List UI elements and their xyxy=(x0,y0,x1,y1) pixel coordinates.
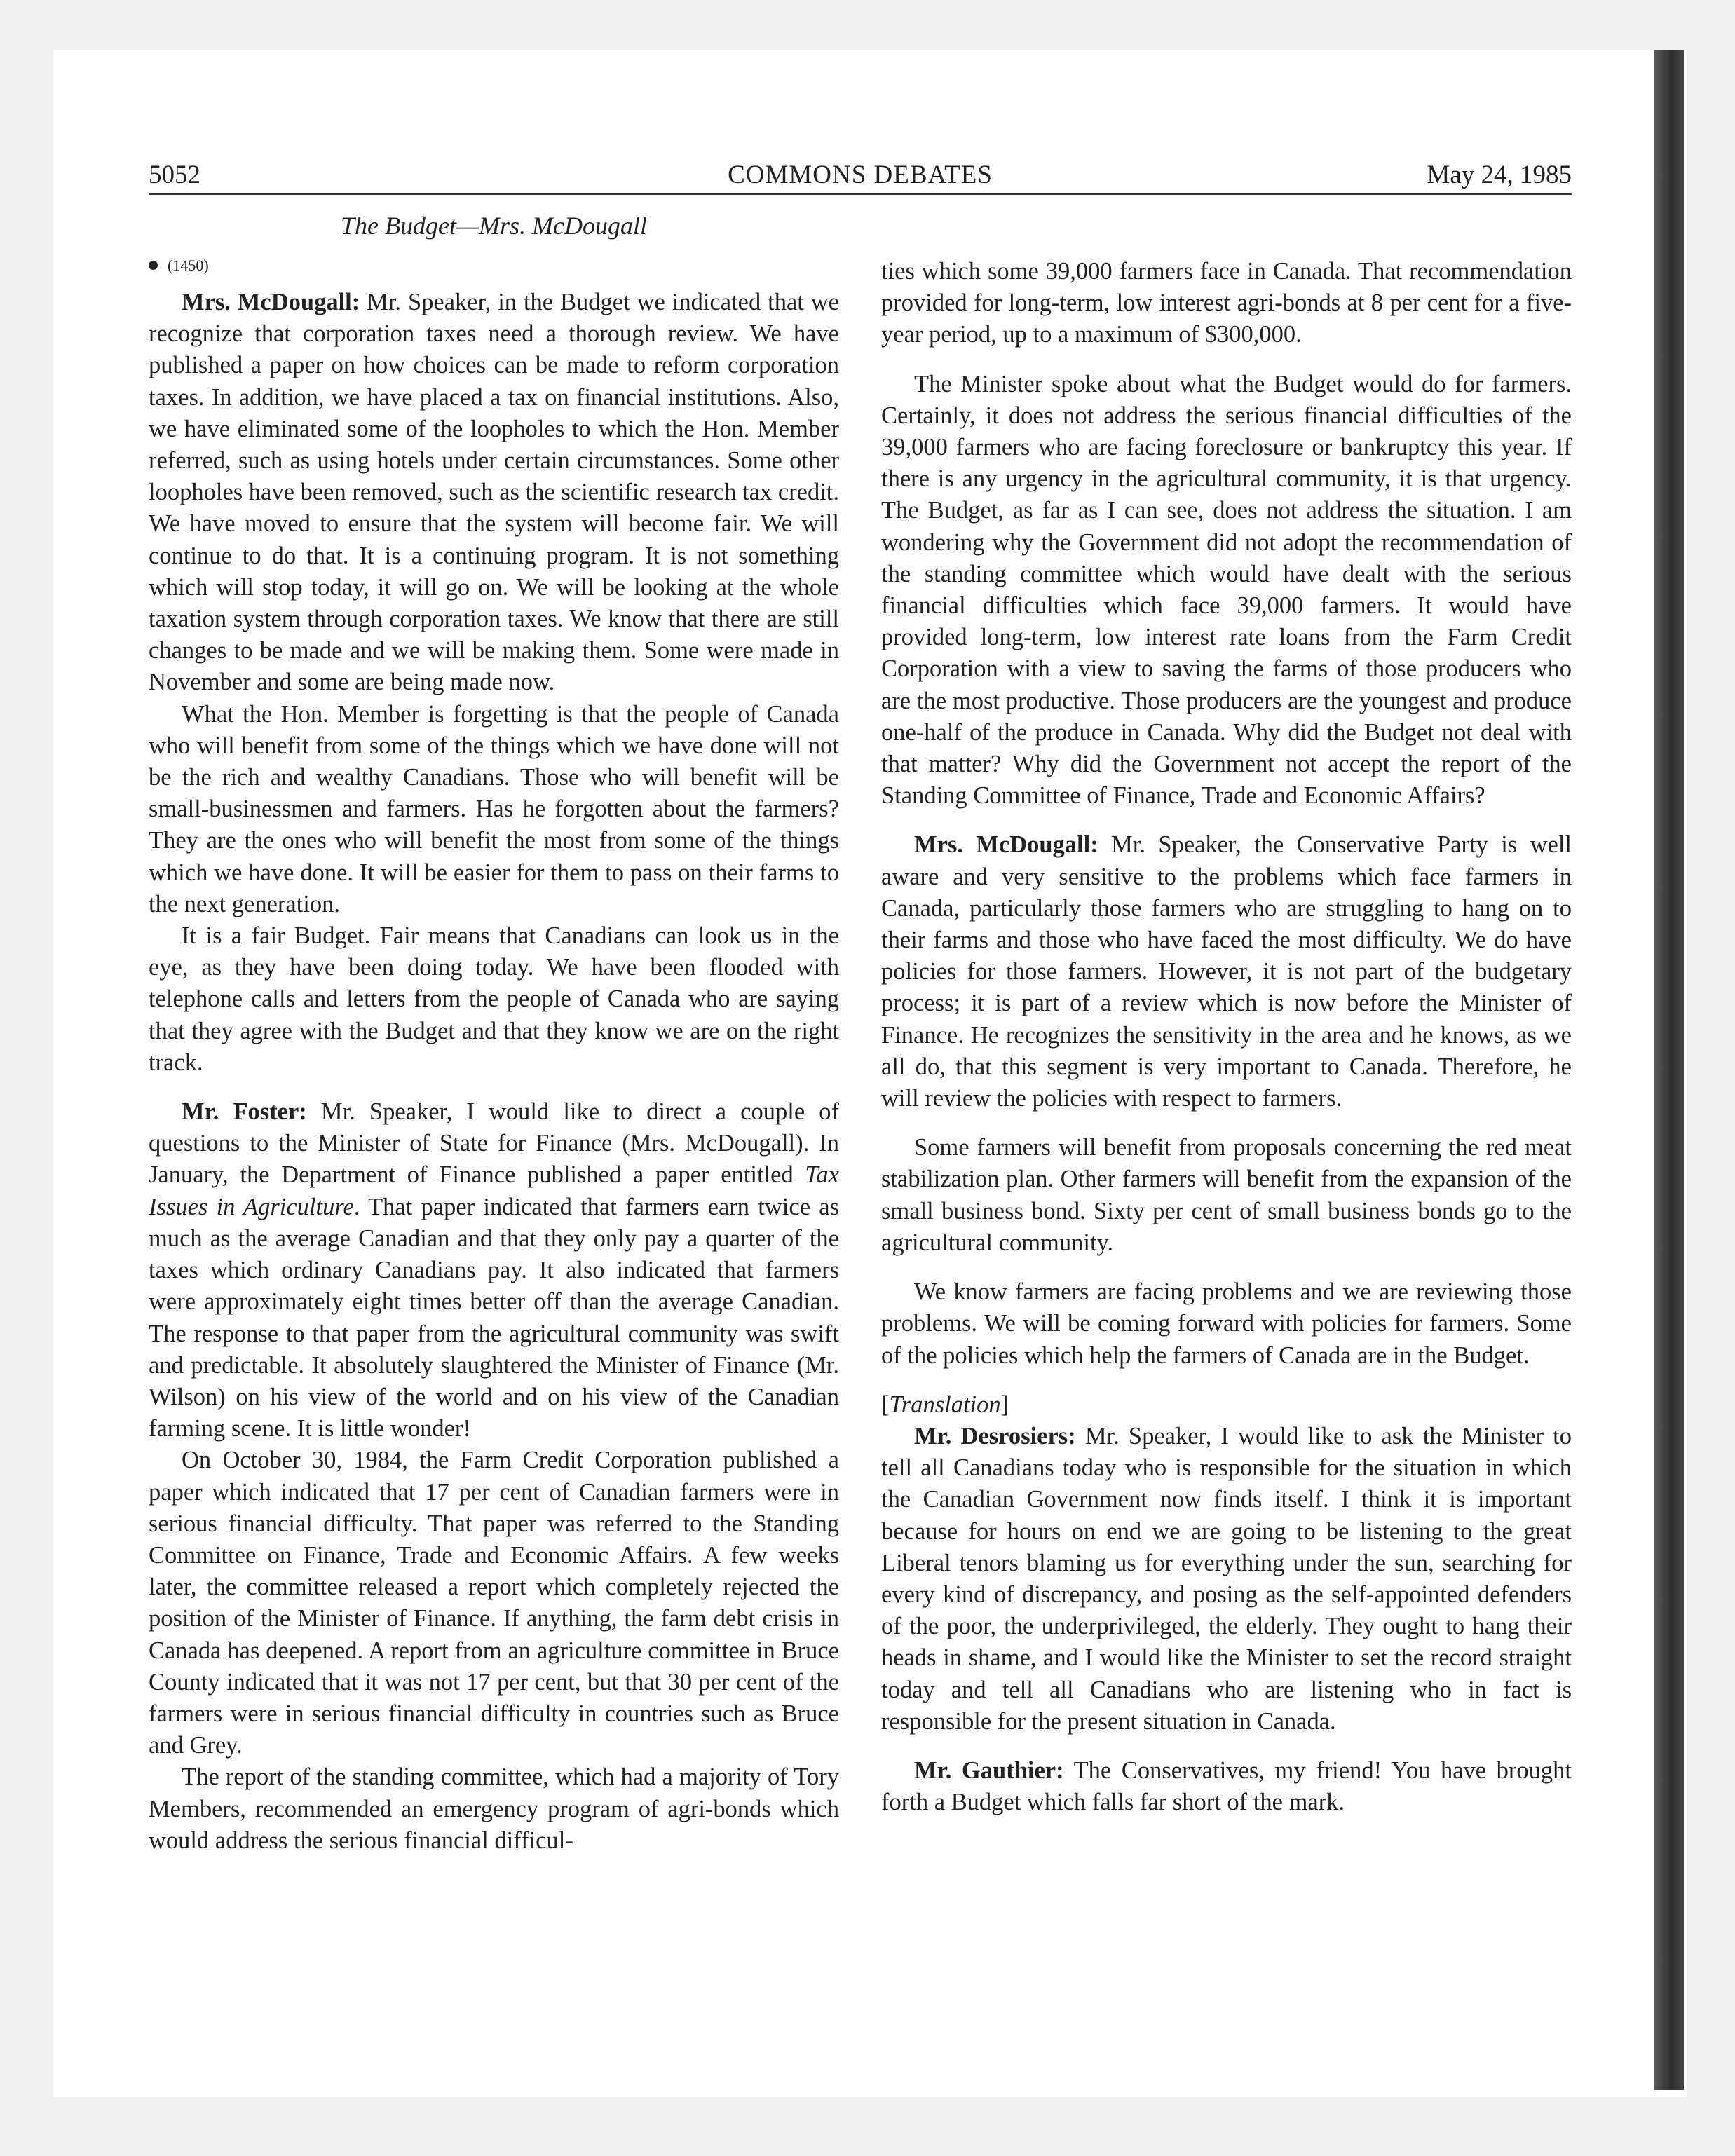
paragraph-text: Mr. Speaker, in the Budget we indicated that we recognize that corporation taxes need a thorough review. We have published a paper on how choices can be made to reform corporation taxes. In addition, we have placed a tax on financial institutions. Also, we have eliminated some of the loopholes to which the Hon. Member referred, such as using hotels under certain circumstances. Some other loopholes have been removed, such as the scientific research tax credit. We have moved to ensure that the system will become fair. We will continue to do that. It is a continuing program. It is not something which will stop today, it will go on. We will be looking at the whole taxation system through corporation taxes. We know that there are still changes to be made and we will be making them. Some were made in November and some are being made now. xyxy=(149,289,839,696)
paragraph: We know farmers are facing problems and we are reviewing those problems. We will be coming forward with policies for farmers. Some of the policies which help the farmers of Canada are in the Budget. xyxy=(881,1278,1572,1369)
page-number: 5052 xyxy=(149,161,200,189)
paragraph: What the Hon. Member is forgetting is that the people of Canada who will benefit from some of the things which we have done will not be the rich and wealthy Canadians. Those who will benefit will be small-businessmen and farmers. Has he forgotten about the farmers? They are the ones who will benefit the most from some of the things which we have done. It will be easier for them to pass on their farms to the next generation. xyxy=(149,700,839,917)
paragraph: ties which some 39,000 farmers face in Canada. That recommendation provided for long-term, low interest agri-bonds at 8 per cent for a five-year period, up to a maximum of $300,000. xyxy=(881,258,1572,348)
paragraph-text: Mr. Speaker, the Conservative Party is well aware and very sensitive to the problems which face farmers in Canada, particularly those farmers who are struggling to hang on to their farms and those who have faced the most difficulty. We do have policies for those farmers. However, it is not part of the budgetary process; it is part of a review which is now before the Minister of Finance. He recognizes the sensitivity in the area and he knows, as we all do, that this segment is very important to Canada. Therefore, he will review the policies with respect to farmers. xyxy=(881,831,1572,1112)
paragraph-text: . That paper indicated that farmers earn twice as much as the average Canadian and that they only pay a quarter of the taxes which ordinary Canadians pay. It also indicated that farmers were approximately eight times better off than the average Canadian. The response to that paper from the agricultural community was swift and predictable. It absolutely slaughtered the Minister of Finance (Mr. Wilson) on his view of the world and on his view of the Canadian farming scene. It is little wonder! xyxy=(149,1193,839,1442)
running-head xyxy=(149,158,1572,192)
time-stamp xyxy=(149,252,839,280)
paragraph xyxy=(149,287,839,699)
left-column xyxy=(149,210,839,1857)
speaker-name: Mrs. McDougall: xyxy=(182,289,360,315)
issue-date: May 24, 1985 xyxy=(1427,161,1572,189)
speaker-name: Mr. Foster: xyxy=(182,1098,307,1126)
paragraph xyxy=(881,829,1572,1114)
publication-reference: Tax Issues in Agriculture xyxy=(149,1161,839,1220)
translation-label: Translation xyxy=(889,1391,1001,1418)
paragraph: It is a fair Budget. Fair means that Canadians can look us in the eye, as they have been doing today. We have been flooded with telephone calls and letters from the people of Canada who are saying that they agree with the Budget and that they know we are on the right track. xyxy=(149,922,839,1076)
paragraph: The Minister spoke about what the Budget would do for farmers. Certainly, it does not address the serious financial difficulties of the 39,000 farmers who are facing foreclosure or bankruptcy this year. If there is any urgency in the agricultural community, it is that urgency. The Budget, as far as I can see, does not address the situation. I am wondering why the Government did not adopt the recommendation of the standing committee which would have dealt with the serious financial difficulties which face 39,000 farmers. It would have provided long-term, low interest rate loans from the Farm Credit Corporation with a view to saving the farms of those producers who are the most productive. Those producers are the youngest and produce one-half of the produce in Canada. Why did the Budget not deal with that matter? Why did the Government not accept the report of the Standing Committee of Finance, Trade and Economic Affairs? xyxy=(881,370,1572,810)
bullet-icon xyxy=(149,261,158,270)
scan-edge-shadow xyxy=(1654,50,1684,2090)
paragraph xyxy=(881,1755,1572,1818)
right-column xyxy=(881,210,1572,1818)
paragraph-text: Mr. Speaker, I would like to ask the Minister to tell all Canadians today who is responsible for the situation in which the Canadian Government now finds itself. I think it is important because for hours on end we are going to be listening to the great Liberal tenors blaming us for everything under the sun, searching for every kind of discrepancy, and posing as the self-appointed defenders of the poor, the underprivileged, the elderly. They ought to hang their heads in shame, and I would like the Minister to set the record straight today and tell all Canadians who are listening who in fact is responsible for the present situation in Canada. xyxy=(881,1422,1572,1735)
speaker-name: Mr. Desrosiers: xyxy=(914,1422,1076,1449)
paragraph: On October 30, 1984, the Farm Credit Corporation published a paper which indicated that 17 per cent of Canadian farmers were in serious financial difficulty. That paper was referred to the Standing Committee on Finance, Trade and Economic Affairs. A few weeks later, the committee released a report which completely rejected the position of the Minister of Finance. If anything, the farm debt crisis in Canada has deepened. A report from an agriculture committee in Bruce County indicated that it was not 17 per cent, but that 30 per cent of the farmers were in serious financial difficulty in countries such as Bruce and Grey. xyxy=(149,1447,839,1759)
paragraph xyxy=(149,1096,839,1445)
publication-title: COMMONS DEBATES xyxy=(728,161,993,189)
paragraph-text: The Conservatives, my friend! You have brought forth a Budget which falls far short of the mark. xyxy=(881,1756,1572,1816)
paragraph xyxy=(881,1421,1572,1738)
paragraph: The report of the standing committee, which had a majority of Tory Members, recommended an emergency program of agri-bonds which would address the serious financial difficul- xyxy=(149,1763,839,1854)
speaker-name: Mr. Gauthier: xyxy=(914,1756,1064,1784)
speaker-name: Mrs. McDougall: xyxy=(914,831,1098,859)
paragraph-text: Mr. Speaker, I would like to direct a couple of questions to the Minister of State for Finance (Mrs. McDougall). In January, the Department of Finance published a paper entitled xyxy=(149,1098,839,1189)
paragraph: Some farmers will benefit from proposals concerning the red meat stabilization plan. Other farmers will benefit from the expansion of the small business bond. Sixty per cent of small business bonds go to the agricultural community. xyxy=(881,1134,1572,1256)
translation-marker: [Translation] xyxy=(881,1391,1009,1418)
section-title: The Budget—Mrs. McDougall xyxy=(341,212,647,240)
time-stamp-text: (1450) xyxy=(168,257,209,274)
header-rule xyxy=(149,193,1572,195)
